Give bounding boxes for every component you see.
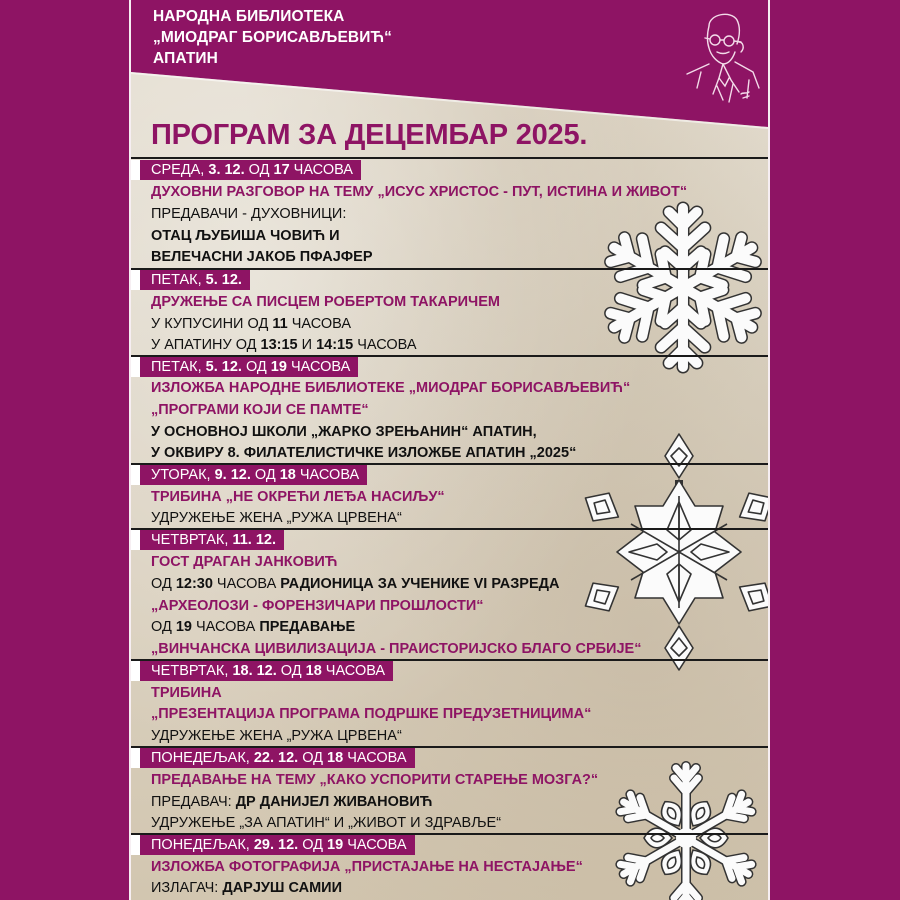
event-date-tag: ПОНЕДЕЉАК, 22. 12. ОД 18 ЧАСОВА	[131, 748, 415, 768]
event-date-tag: ПОНЕДЕЉАК, 29. 12. ОД 19 ЧАСОВА	[131, 835, 415, 855]
event-date-tag: УТОРАК, 9. 12. ОД 18 ЧАСОВА	[131, 465, 367, 485]
event-detail: ВЕЛЕЧАСНИ ЈАКОБ ПФАЈФЕР	[151, 249, 373, 265]
event-date-tag: ПЕТАК, 5. 12.	[131, 270, 250, 290]
event-detail: УДРУЖЕЊЕ ЖЕНА „РУЖА ЦРВЕНА“	[151, 728, 402, 744]
event-date-tag: ЧЕТВРТАК, 18. 12. ОД 18 ЧАСОВА	[131, 661, 393, 681]
event-detail: „АРХЕОЛОЗИ - ФОРЕНЗИЧАРИ ПРОШЛОСТИ“	[151, 598, 484, 614]
event-detail: ОТАЦ ЉУБИША ЧОВИЋ И	[151, 228, 340, 244]
event-detail: ОД 19 ЧАСОВА ПРЕДАВАЊЕ	[151, 619, 356, 635]
library-name-line2: „МИОДРАГ БОРИСАВЉЕВИЋ“	[153, 29, 392, 46]
event-detail: ОД 12:30 ЧАСОВА РАДИОНИЦА ЗА УЧЕНИКЕ VI РАЗРЕДА	[151, 576, 560, 592]
event-detail: ПРЕДАВАЧИ - ДУХОВНИЦИ:	[151, 206, 347, 222]
event-detail: „ВИНЧАНСКА ЦИВИЛИЗАЦИЈА - ПРАИСТОРИЈСКО БЛАГО СРБИЈЕ“	[151, 641, 642, 657]
portrait-sketch-icon	[679, 8, 763, 108]
event-title: ИЗЛОЖБА НАРОДНЕ БИБЛИОТЕКЕ „МИОДРАГ БОРИСАВЉЕВИЋ“	[151, 380, 631, 396]
event-detail: УДРУЖЕЊЕ ЖЕНА „РУЖА ЦРВЕНА“	[151, 510, 402, 526]
event-detail: У ОСНОВНОЈ ШКОЛИ „ЖАРКО ЗРЕЊАНИН“ АПАТИН,	[151, 424, 537, 440]
event-detail: У КУПУСИНИ ОД 11 ЧАСОВА	[151, 316, 352, 332]
event-title: ТРИБИНА	[151, 685, 222, 701]
library-name-line3: АПАТИН	[153, 50, 218, 67]
event-detail: УДРУЖЕЊЕ „ЗА АПАТИН“ И „ЖИВОТ И ЗДРАВЉЕ“	[151, 815, 502, 831]
event-title: ПРЕДАВАЊЕ НА ТЕМУ „КАКО УСПОРИТИ СТАРЕЊЕ МОЗГА?“	[151, 772, 599, 788]
event-detail: ИЗЛАГАЧ: ДАРЈУШ САМИИ	[151, 880, 343, 896]
event-detail: У ОКВИРУ 8. ФИЛАТЕЛИСТИЧКЕ ИЗЛОЖБЕ АПАТИН „2025“	[151, 445, 577, 461]
event-date-tag: ПЕТАК, 5. 12. ОД 19 ЧАСОВА	[131, 357, 358, 377]
page-title: ПРОГРАМ ЗА ДЕЦЕМБАР 2025.	[151, 119, 588, 151]
library-name-line1: НАРОДНА БИБЛИОТЕКА	[153, 8, 345, 25]
poster-panel	[131, 0, 768, 900]
event-title: ДРУЖЕЊЕ СА ПИСЦЕМ РОБЕРТОМ ТАКАРИЧЕМ	[151, 294, 500, 310]
event-title: ДУХОВНИ РАЗГОВОР НА ТЕМУ „ИСУС ХРИСТОС - ПУТ, ИСТИНА И ЖИВОТ“	[151, 184, 688, 200]
event-date-tag: ЧЕТВРТАК, 11. 12.	[131, 530, 284, 550]
event-date-tag: СРЕДА, 3. 12. ОД 17 ЧАСОВА	[131, 160, 361, 180]
snowflake-branch-icon	[598, 200, 768, 375]
library-name	[153, 6, 392, 69]
right-frame-border	[768, 0, 770, 900]
event-title: ИЗЛОЖБА ФОТОГРАФИЈА „ПРИСТАЈАЊЕ НА НЕСТАЈАЊЕ“	[151, 859, 583, 875]
event-subtitle: „ПРЕЗЕНТАЦИЈА ПРОГРАМА ПОДРШКЕ ПРЕДУЗЕТНИЦИМА“	[151, 706, 592, 722]
divider	[131, 157, 768, 159]
event-title: ТРИБИНА „НЕ ОКРЕЋИ ЛЕЂА НАСИЉУ“	[151, 489, 445, 505]
event-detail: ПРЕДАВАЧ: ДР ДАНИЈЕЛ ЖИВАНОВИЋ	[151, 794, 433, 810]
snowflake-leaf-icon	[601, 758, 768, 900]
snowflake-geometric-icon	[584, 432, 768, 672]
event-title: ГОСТ ДРАГАН ЈАНКОВИЋ	[151, 554, 338, 570]
event-subtitle: „ПРОГРАМИ КОЈИ СЕ ПАМТЕ“	[151, 402, 369, 418]
event-detail: У АПАТИНУ ОД 13:15 И 14:15 ЧАСОВА	[151, 337, 417, 353]
